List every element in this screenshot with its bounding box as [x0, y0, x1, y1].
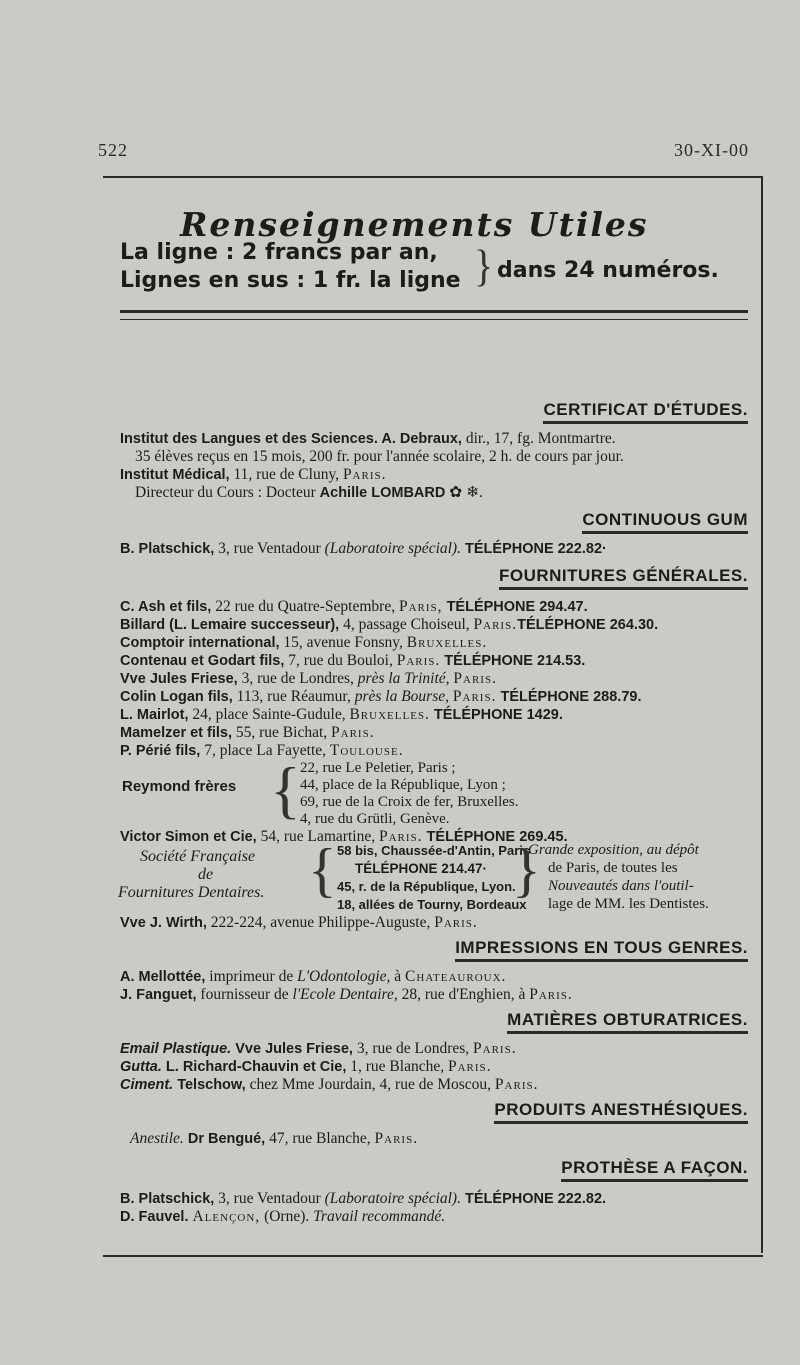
matieres-line-2: Gutta. L. Richard-Chauvin et Cie, 1, rue Blanche, Paris.: [120, 1058, 492, 1075]
impressions-line-1: A. Mellottée, imprimeur de L'Odontologie, à Chateauroux.: [120, 968, 507, 985]
impressions-line-2: J. Fanguet, fournisseur de l'Ecole Dentaire, 28, rue d'Enghien, à Paris.: [120, 986, 573, 1003]
rate-line-2: Lignes en sus : 1 fr. la ligne: [120, 268, 461, 293]
sf-mid-3: 45, r. de la République, Lyon.: [337, 879, 516, 894]
fournitures-line-9: P. Périé fils, 7, place La Fayette, Toulouse.: [120, 742, 404, 759]
heading-prothese: PROTHÈSE A FAÇON.: [561, 1158, 748, 1182]
reymond-address-4: 4, rue du Grütli, Genève.: [300, 811, 450, 827]
heading-impressions: IMPRESSIONS EN TOUS GENRES.: [455, 938, 748, 962]
sf-name-1: Société Française: [140, 848, 256, 865]
fournitures-line-2: Billard (L. Lemaire successeur), 4, passage Choiseul, Paris.TÉLÉPHONE 264.30.: [120, 616, 659, 633]
heading-matieres: MATIÈRES OBTURATRICES.: [507, 1010, 748, 1034]
page-number: 522: [98, 140, 128, 160]
heading-anesthesiques: PRODUITS ANESTHÉSIQUES.: [494, 1100, 748, 1124]
fournitures-line-11: Vve J. Wirth, 222-224, avenue Philippe-Auguste, Paris.: [120, 914, 478, 931]
gum-line-1: B. Platschick, 3, rue Ventadour (Laboratoire spécial). TÉLÉPHONE 222.82·: [120, 540, 607, 557]
heading-continuous-gum: CONTINUOUS GUM: [582, 510, 748, 534]
fournitures-line-7: L. Mairlot, 24, place Sainte-Gudule, Bruxelles. TÉLÉPHONE 1429.: [120, 706, 563, 723]
rate-line-1: La ligne : 2 francs par an,: [120, 240, 438, 265]
prothese-line-2: D. Fauvel. Alençon, (Orne). Travail recommandé.: [120, 1208, 446, 1225]
certificat-line-1: Institut des Langues et des Sciences. A. Debraux, dir., 17, fg. Montmartre.: [120, 430, 616, 447]
frame-right-rule: [761, 176, 763, 1253]
prothese-line-1: B. Platschick, 3, rue Ventadour (Laboratoire spécial). TÉLÉPHONE 222.82.: [120, 1190, 607, 1207]
sf-right-3: Nouveautés dans l'outil-: [548, 878, 694, 894]
issue-date: 30-XI-00: [674, 140, 749, 160]
sf-right-2: de Paris, de toutes les: [548, 860, 678, 876]
certificat-line-2: 35 élèves reçus en 15 mois, 200 fr. pour l'année scolaire, 2 h. de cours par jour.: [135, 448, 624, 465]
sf-mid-1: 58 bis, Chaussée-d'Antin, Paris: [337, 843, 531, 858]
certificat-line-3: Institut Médical, 11, rue de Cluny, Paris.: [120, 466, 387, 483]
anesthesiques-line-1: Anestile. Dr Bengué, 47, rue Blanche, Paris.: [130, 1130, 419, 1147]
sf-mid-4: 18, allées de Tourny, Bordeaux: [337, 897, 527, 912]
matieres-line-3: Ciment. Telschow, chez Mme Jourdain, 4, rue de Moscou, Paris.: [120, 1076, 539, 1093]
sf-brace-left: {: [308, 837, 337, 903]
rate-brace: }: [474, 240, 494, 291]
fournitures-line-8: Mamelzer et fils, 55, rue Bichat, Paris.: [120, 724, 375, 741]
fournitures-line-1: C. Ash et fils, 22 rue du Quatre-Septembre, Paris, TÉLÉPHONE 294.47.: [120, 598, 588, 615]
page-title: Renseignements Utiles: [180, 205, 649, 244]
sf-right-1: Grande exposition, au dépôt: [528, 842, 699, 858]
fournitures-line-5: Vve Jules Friese, 3, rue de Londres, près la Trinité, Paris.: [120, 670, 497, 687]
reymond-address-2: 44, place de la République, Lyon ;: [300, 777, 506, 793]
sf-name-3: Fournitures Dentaires.: [118, 884, 265, 901]
reymond-address-1: 22, rue Le Peletier, Paris ;: [300, 760, 456, 776]
fournitures-line-3: Comptoir international, 15, avenue Fonsny, Bruxelles.: [120, 634, 488, 651]
fournitures-line-4: Contenau et Godart fils, 7, rue du Bouloi, Paris. TÉLÉPHONE 214.53.: [120, 652, 586, 669]
sf-right-4: lage de MM. les Dentistes.: [548, 896, 709, 912]
heading-fournitures: FOURNITURES GÉNÉRALES.: [499, 566, 748, 590]
fournitures-line-6: Colin Logan fils, 113, rue Réaumur, près la Bourse, Paris. TÉLÉPHONE 288.79.: [120, 688, 642, 705]
reymond-name: Reymond frères: [122, 778, 237, 795]
sf-name-2: de: [198, 866, 214, 883]
certificat-line-4: Directeur du Cours : Docteur Achille LOMBARD ✿ ❄.: [135, 484, 483, 501]
fournitures-line-10: Victor Simon et Cie, 54, rue Lamartine, Paris. TÉLÉPHONE 269.45.: [120, 828, 568, 845]
reymond-address-3: 69, rue de la Croix de fer, Bruxelles.: [300, 794, 519, 810]
rate-period: dans 24 numéros.: [497, 258, 719, 283]
sf-mid-2: TÉLÉPHONE 214.47·: [355, 861, 488, 876]
reymond-brace: {: [270, 754, 301, 825]
sf-brace-right: }: [512, 837, 541, 903]
title-double-rule: [120, 310, 748, 320]
matieres-line-1: Email Plastique. Vve Jules Friese, 3, rue de Londres, Paris.: [120, 1040, 517, 1057]
heading-certificat: CERTIFICAT D'ÉTUDES.: [543, 400, 748, 424]
